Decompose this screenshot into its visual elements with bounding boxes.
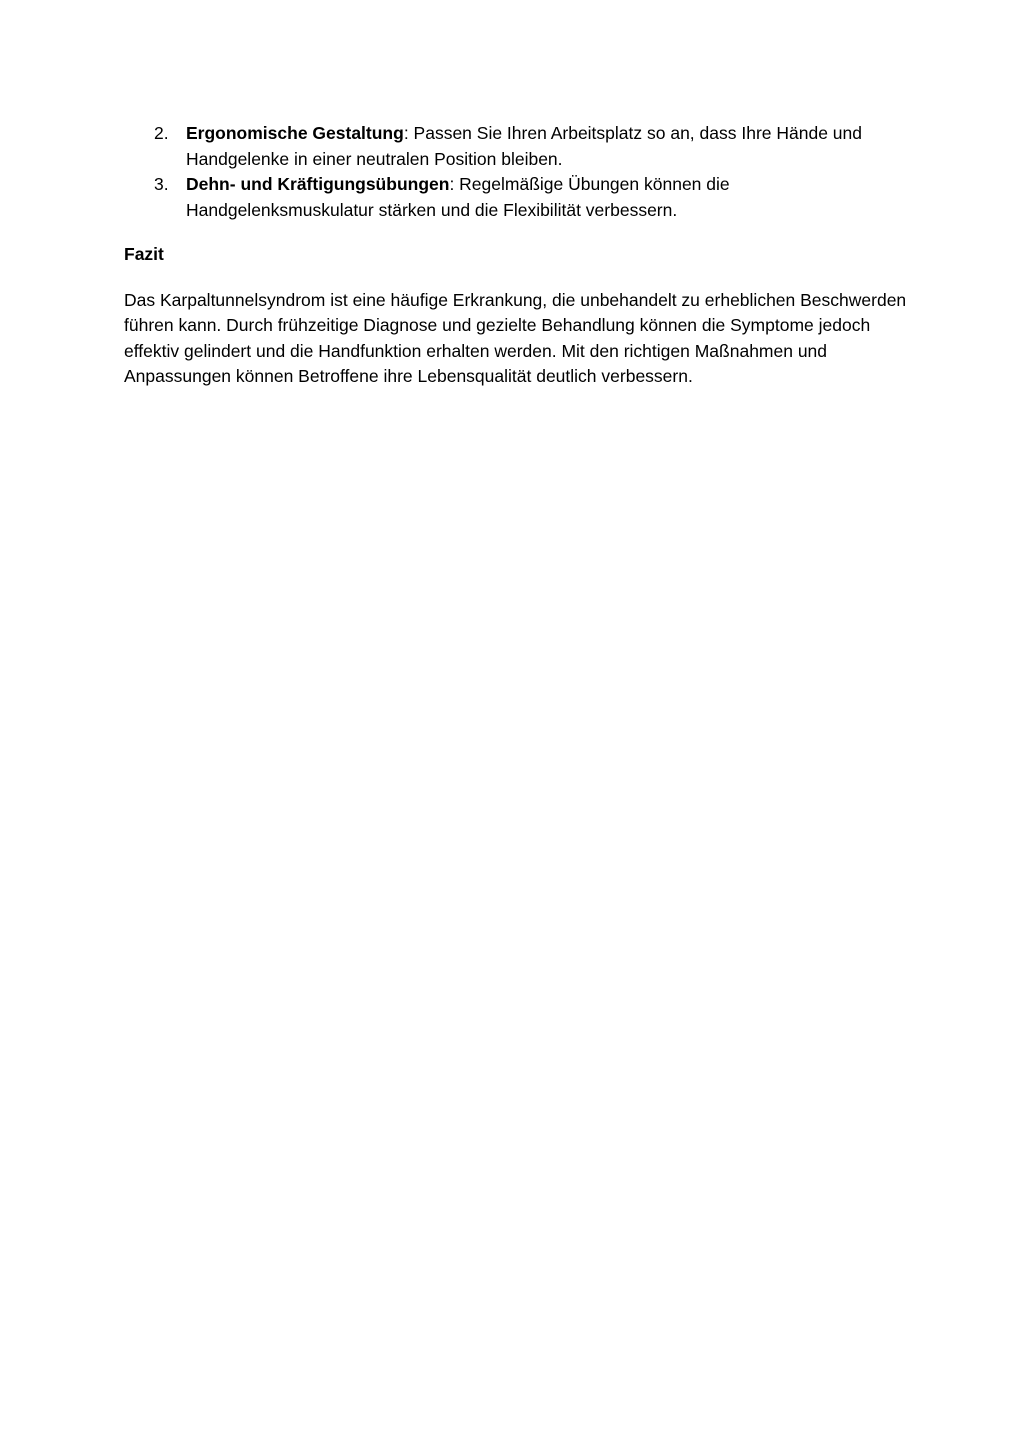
list-item [124,121,904,172]
section-heading: Fazit [124,244,164,264]
list-item-text: : Passen Sie Ihren Arbeitsplatz so an, dass Ihre Hände und Handgelenke in einer neutralen Position bleiben. [186,123,863,169]
list-item [124,172,904,223]
list-item-term: Dehn- und Kräftigungsübungen [186,174,450,194]
list-item-number: 3. [154,174,169,194]
section-paragraph: Das Karpaltunnelsyndrom ist eine häufige Erkrankung, die unbehandelt zu erheblichen Beschwerden führen kann. Durch frühzeitige Diagnose und gezielte Behandlung können die Symptome jedoch effektiv gelindert und die Handfunktion erhalten werden. Mit den richtigen Maßnahmen und Anpassungen können Betroffene ihre Lebensqualität deutlich verbessern. [124,290,907,386]
list-item-term: Ergonomische Gestaltung [186,123,404,143]
list-item-text: : Regelmäßige Übungen können die Handgelenksmuskulatur stärken und die Flexibilität verbessern. [186,174,730,220]
list-item-number: 2. [154,123,169,143]
numbered-list [124,121,904,223]
